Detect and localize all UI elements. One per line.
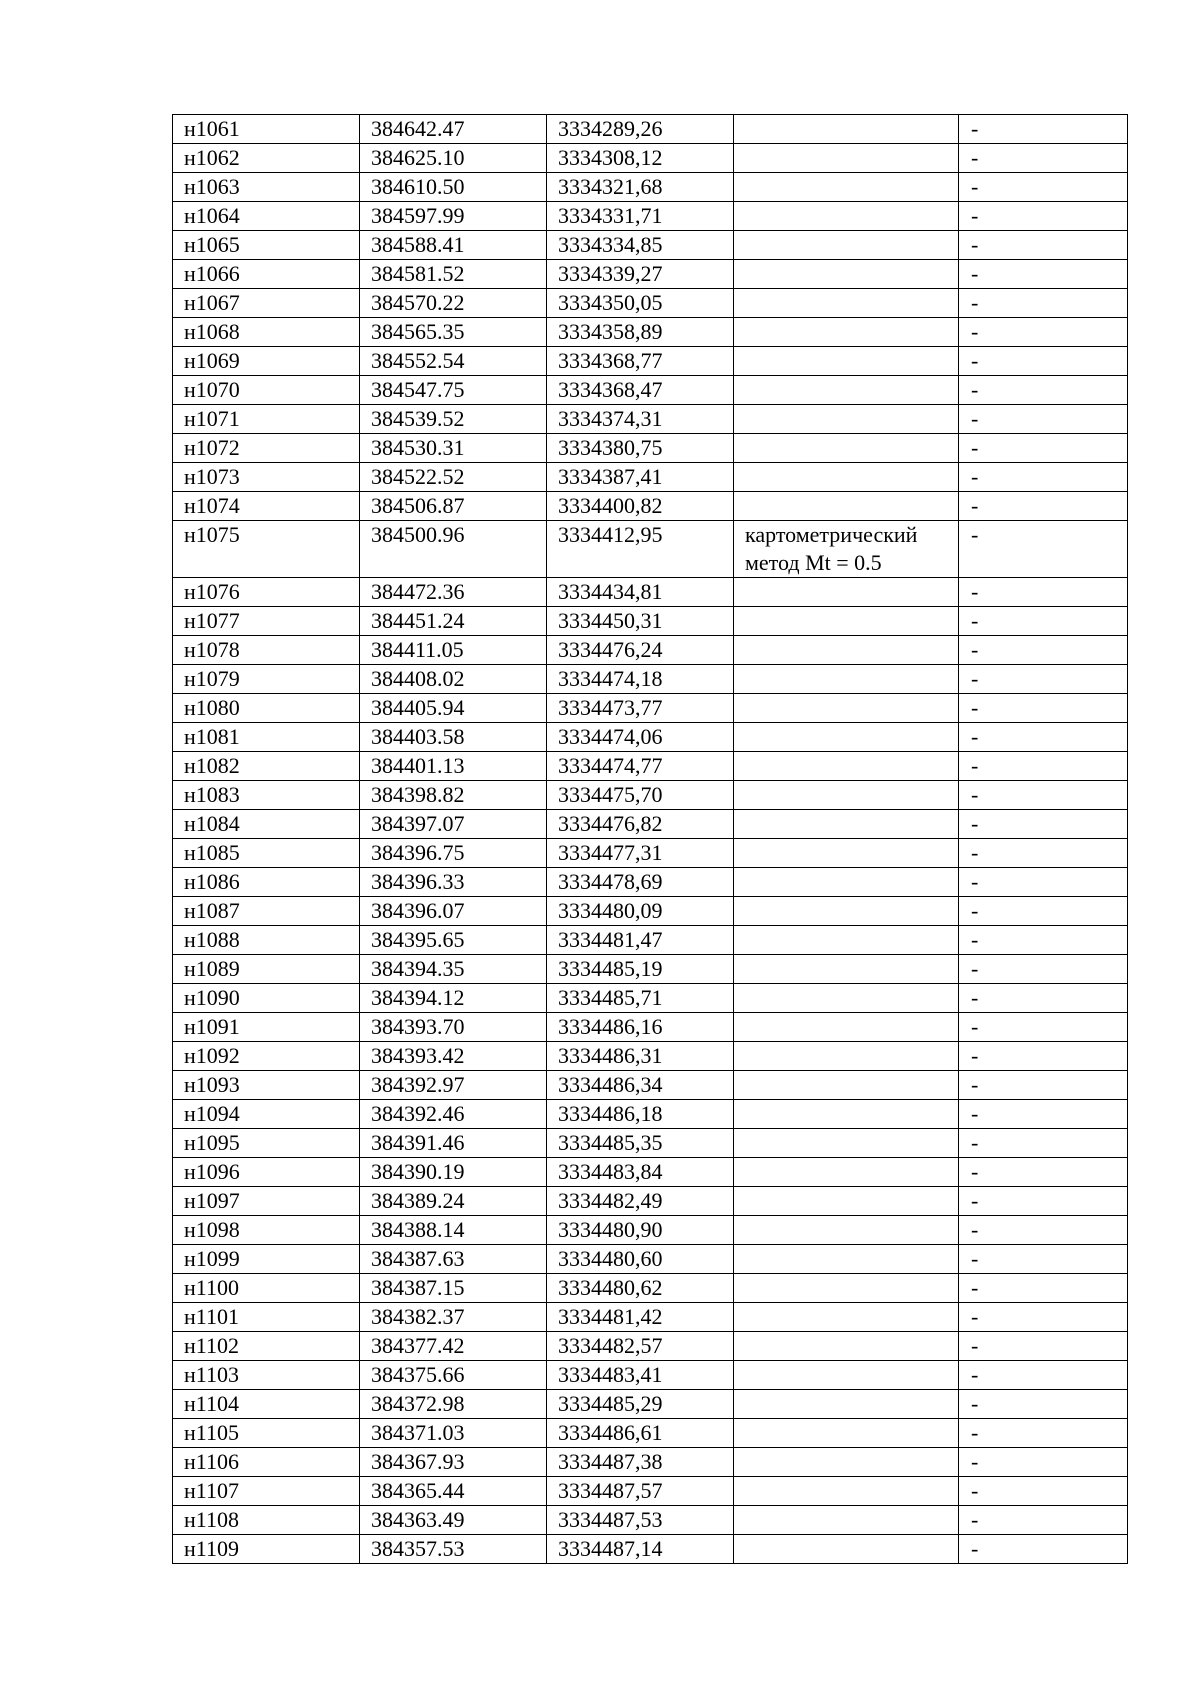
- note-cell: -: [959, 463, 1128, 492]
- y-coordinate-cell: 3334485,71: [547, 984, 734, 1013]
- point-id-cell: н1095: [173, 1129, 360, 1158]
- note-cell: -: [959, 984, 1128, 1013]
- note-cell: -: [959, 810, 1128, 839]
- x-coordinate-cell: 384391.46: [360, 1129, 547, 1158]
- method-cell: [734, 665, 959, 694]
- method-cell: [734, 1071, 959, 1100]
- note-cell: -: [959, 723, 1128, 752]
- x-coordinate-cell: 384393.42: [360, 1042, 547, 1071]
- x-coordinate-cell: 384570.22: [360, 289, 547, 318]
- point-id-cell: н1086: [173, 868, 360, 897]
- x-coordinate-cell: 384547.75: [360, 376, 547, 405]
- table-row: [173, 1129, 1128, 1158]
- table-row: [173, 955, 1128, 984]
- method-cell: [734, 1361, 959, 1390]
- point-id-cell: н1089: [173, 955, 360, 984]
- table-row: [173, 289, 1128, 318]
- method-cell: [734, 173, 959, 202]
- table-row: [173, 1303, 1128, 1332]
- x-coordinate-cell: 384397.07: [360, 810, 547, 839]
- y-coordinate-cell: 3334485,19: [547, 955, 734, 984]
- point-id-cell: н1087: [173, 897, 360, 926]
- y-coordinate-cell: 3334485,29: [547, 1390, 734, 1419]
- method-cell: [734, 810, 959, 839]
- table-row: [173, 781, 1128, 810]
- method-cell: [734, 897, 959, 926]
- x-coordinate-cell: 384392.46: [360, 1100, 547, 1129]
- y-coordinate-cell: 3334473,77: [547, 694, 734, 723]
- note-cell: -: [959, 1419, 1128, 1448]
- x-coordinate-cell: 384411.05: [360, 636, 547, 665]
- x-coordinate-cell: 384389.24: [360, 1187, 547, 1216]
- table-row: [173, 723, 1128, 752]
- note-cell: -: [959, 1129, 1128, 1158]
- note-cell: -: [959, 260, 1128, 289]
- note-cell: -: [959, 607, 1128, 636]
- note-cell: -: [959, 115, 1128, 144]
- note-cell: -: [959, 521, 1128, 578]
- y-coordinate-cell: 3334450,31: [547, 607, 734, 636]
- point-id-cell: н1078: [173, 636, 360, 665]
- table-row: [173, 463, 1128, 492]
- note-cell: -: [959, 492, 1128, 521]
- note-cell: -: [959, 1477, 1128, 1506]
- x-coordinate-cell: 384375.66: [360, 1361, 547, 1390]
- y-coordinate-cell: 3334321,68: [547, 173, 734, 202]
- table-row: [173, 636, 1128, 665]
- table-row: [173, 926, 1128, 955]
- x-coordinate-cell: 384392.97: [360, 1071, 547, 1100]
- method-cell: [734, 1477, 959, 1506]
- y-coordinate-cell: 3334400,82: [547, 492, 734, 521]
- y-coordinate-cell: 3334480,09: [547, 897, 734, 926]
- table-row: [173, 405, 1128, 434]
- x-coordinate-cell: 384393.70: [360, 1013, 547, 1042]
- method-cell: [734, 723, 959, 752]
- note-cell: -: [959, 578, 1128, 607]
- y-coordinate-cell: 3334486,31: [547, 1042, 734, 1071]
- y-coordinate-cell: 3334486,34: [547, 1071, 734, 1100]
- table-row: [173, 839, 1128, 868]
- x-coordinate-cell: 384597.99: [360, 202, 547, 231]
- note-cell: -: [959, 1245, 1128, 1274]
- y-coordinate-cell: 3334474,06: [547, 723, 734, 752]
- table-row: [173, 694, 1128, 723]
- point-id-cell: н1076: [173, 578, 360, 607]
- note-cell: -: [959, 405, 1128, 434]
- method-cell: [734, 1013, 959, 1042]
- method-cell: [734, 376, 959, 405]
- y-coordinate-cell: 3334434,81: [547, 578, 734, 607]
- x-coordinate-cell: 384565.35: [360, 318, 547, 347]
- point-id-cell: н1103: [173, 1361, 360, 1390]
- y-coordinate-cell: 3334481,47: [547, 926, 734, 955]
- note-cell: -: [959, 318, 1128, 347]
- note-cell: -: [959, 636, 1128, 665]
- table-row: [173, 318, 1128, 347]
- method-cell: [734, 1158, 959, 1187]
- point-id-cell: н1082: [173, 752, 360, 781]
- table-row: [173, 578, 1128, 607]
- table-row: [173, 810, 1128, 839]
- x-coordinate-cell: 384357.53: [360, 1535, 547, 1564]
- note-cell: -: [959, 202, 1128, 231]
- table-row: [173, 1419, 1128, 1448]
- note-cell: -: [959, 1158, 1128, 1187]
- table-row: [173, 1448, 1128, 1477]
- note-cell: -: [959, 289, 1128, 318]
- x-coordinate-cell: 384610.50: [360, 173, 547, 202]
- point-id-cell: н1105: [173, 1419, 360, 1448]
- note-cell: -: [959, 1332, 1128, 1361]
- note-cell: -: [959, 897, 1128, 926]
- x-coordinate-cell: 384401.13: [360, 752, 547, 781]
- table-row: [173, 1506, 1128, 1535]
- note-cell: -: [959, 173, 1128, 202]
- x-coordinate-cell: 384382.37: [360, 1303, 547, 1332]
- y-coordinate-cell: 3334487,57: [547, 1477, 734, 1506]
- method-cell: [734, 1129, 959, 1158]
- table-row: [173, 984, 1128, 1013]
- y-coordinate-cell: 3334486,16: [547, 1013, 734, 1042]
- point-id-cell: н1077: [173, 607, 360, 636]
- x-coordinate-cell: 384552.54: [360, 347, 547, 376]
- note-cell: -: [959, 1506, 1128, 1535]
- table-row: [173, 1100, 1128, 1129]
- table-row: [173, 1477, 1128, 1506]
- point-id-cell: н1090: [173, 984, 360, 1013]
- point-id-cell: н1097: [173, 1187, 360, 1216]
- note-cell: -: [959, 434, 1128, 463]
- note-cell: -: [959, 1448, 1128, 1477]
- table-row: [173, 1332, 1128, 1361]
- table-row: [173, 665, 1128, 694]
- y-coordinate-cell: 3334480,90: [547, 1216, 734, 1245]
- table-row: [173, 173, 1128, 202]
- y-coordinate-cell: 3334481,42: [547, 1303, 734, 1332]
- y-coordinate-cell: 3334487,38: [547, 1448, 734, 1477]
- note-cell: -: [959, 1013, 1128, 1042]
- y-coordinate-cell: 3334480,60: [547, 1245, 734, 1274]
- y-coordinate-cell: 3334487,14: [547, 1535, 734, 1564]
- x-coordinate-cell: 384390.19: [360, 1158, 547, 1187]
- x-coordinate-cell: 384588.41: [360, 231, 547, 260]
- x-coordinate-cell: 384408.02: [360, 665, 547, 694]
- method-cell: [734, 578, 959, 607]
- table-row: [173, 347, 1128, 376]
- method-cell: [734, 260, 959, 289]
- x-coordinate-cell: 384539.52: [360, 405, 547, 434]
- note-cell: -: [959, 839, 1128, 868]
- x-coordinate-cell: 384625.10: [360, 144, 547, 173]
- table-row: [173, 897, 1128, 926]
- point-id-cell: н1065: [173, 231, 360, 260]
- note-cell: -: [959, 752, 1128, 781]
- method-cell: [734, 868, 959, 897]
- table-row: [173, 1535, 1128, 1564]
- point-id-cell: н1061: [173, 115, 360, 144]
- x-coordinate-cell: 384394.35: [360, 955, 547, 984]
- table-row: [173, 1042, 1128, 1071]
- y-coordinate-cell: 3334474,77: [547, 752, 734, 781]
- note-cell: -: [959, 1274, 1128, 1303]
- point-id-cell: н1096: [173, 1158, 360, 1187]
- x-coordinate-cell: 384377.42: [360, 1332, 547, 1361]
- table-row: [173, 144, 1128, 173]
- method-cell: [734, 347, 959, 376]
- table-row: [173, 1274, 1128, 1303]
- method-cell: [734, 289, 959, 318]
- table-row: [173, 202, 1128, 231]
- y-coordinate-cell: 3334350,05: [547, 289, 734, 318]
- y-coordinate-cell: 3334339,27: [547, 260, 734, 289]
- y-coordinate-cell: 3334358,89: [547, 318, 734, 347]
- note-cell: -: [959, 347, 1128, 376]
- point-id-cell: н1069: [173, 347, 360, 376]
- note-cell: -: [959, 868, 1128, 897]
- point-id-cell: н1085: [173, 839, 360, 868]
- point-id-cell: н1107: [173, 1477, 360, 1506]
- x-coordinate-cell: 384472.36: [360, 578, 547, 607]
- x-coordinate-cell: 384500.96: [360, 521, 547, 578]
- table-row: [173, 1245, 1128, 1274]
- method-cell: [734, 607, 959, 636]
- note-cell: -: [959, 231, 1128, 260]
- note-cell: -: [959, 1187, 1128, 1216]
- method-cell: [734, 926, 959, 955]
- x-coordinate-cell: 384403.58: [360, 723, 547, 752]
- method-cell: [734, 1535, 959, 1564]
- method-cell: [734, 694, 959, 723]
- method-cell: [734, 752, 959, 781]
- method-cell: [734, 839, 959, 868]
- point-id-cell: н1104: [173, 1390, 360, 1419]
- note-cell: -: [959, 1535, 1128, 1564]
- point-id-cell: н1070: [173, 376, 360, 405]
- x-coordinate-cell: 384398.82: [360, 781, 547, 810]
- y-coordinate-cell: 3334374,31: [547, 405, 734, 434]
- note-cell: -: [959, 1390, 1128, 1419]
- y-coordinate-cell: 3334487,53: [547, 1506, 734, 1535]
- y-coordinate-cell: 3334387,41: [547, 463, 734, 492]
- table-row: [173, 1390, 1128, 1419]
- table-row: [173, 434, 1128, 463]
- table-row: [173, 376, 1128, 405]
- x-coordinate-cell: 384363.49: [360, 1506, 547, 1535]
- method-cell: [734, 984, 959, 1013]
- x-coordinate-cell: 384396.33: [360, 868, 547, 897]
- y-coordinate-cell: 3334482,49: [547, 1187, 734, 1216]
- y-coordinate-cell: 3334478,69: [547, 868, 734, 897]
- note-cell: -: [959, 376, 1128, 405]
- point-id-cell: н1066: [173, 260, 360, 289]
- note-cell: -: [959, 1216, 1128, 1245]
- method-cell: [734, 636, 959, 665]
- method-cell: [734, 231, 959, 260]
- point-id-cell: н1083: [173, 781, 360, 810]
- x-coordinate-cell: 384522.52: [360, 463, 547, 492]
- table-row: [173, 231, 1128, 260]
- note-cell: -: [959, 1361, 1128, 1390]
- y-coordinate-cell: 3334331,71: [547, 202, 734, 231]
- table-row: [173, 260, 1128, 289]
- method-cell: [734, 318, 959, 347]
- method-cell: [734, 1390, 959, 1419]
- x-coordinate-cell: 384365.44: [360, 1477, 547, 1506]
- y-coordinate-cell: 3334474,18: [547, 665, 734, 694]
- point-id-cell: н1109: [173, 1535, 360, 1564]
- y-coordinate-cell: 3334368,77: [547, 347, 734, 376]
- table-row: [173, 1216, 1128, 1245]
- y-coordinate-cell: 3334334,85: [547, 231, 734, 260]
- point-id-cell: н1067: [173, 289, 360, 318]
- method-cell: [734, 955, 959, 984]
- y-coordinate-cell: 3334485,35: [547, 1129, 734, 1158]
- method-cell: картометрический метод Mt = 0.5: [734, 521, 959, 578]
- point-id-cell: н1081: [173, 723, 360, 752]
- point-id-cell: н1062: [173, 144, 360, 173]
- y-coordinate-cell: 3334380,75: [547, 434, 734, 463]
- coordinates-table: [172, 114, 1128, 1564]
- point-id-cell: н1068: [173, 318, 360, 347]
- table-row: [173, 868, 1128, 897]
- method-cell: [734, 1187, 959, 1216]
- point-id-cell: н1094: [173, 1100, 360, 1129]
- point-id-cell: н1099: [173, 1245, 360, 1274]
- y-coordinate-cell: 3334482,57: [547, 1332, 734, 1361]
- point-id-cell: н1093: [173, 1071, 360, 1100]
- method-cell: [734, 492, 959, 521]
- y-coordinate-cell: 3334476,24: [547, 636, 734, 665]
- table-row: [173, 521, 1128, 578]
- y-coordinate-cell: 3334483,84: [547, 1158, 734, 1187]
- table-row: [173, 1158, 1128, 1187]
- y-coordinate-cell: 3334486,61: [547, 1419, 734, 1448]
- point-id-cell: н1088: [173, 926, 360, 955]
- x-coordinate-cell: 384530.31: [360, 434, 547, 463]
- point-id-cell: н1074: [173, 492, 360, 521]
- method-cell: [734, 434, 959, 463]
- note-cell: -: [959, 694, 1128, 723]
- method-cell: [734, 115, 959, 144]
- note-cell: -: [959, 1100, 1128, 1129]
- x-coordinate-cell: 384394.12: [360, 984, 547, 1013]
- point-id-cell: н1098: [173, 1216, 360, 1245]
- x-coordinate-cell: 384388.14: [360, 1216, 547, 1245]
- y-coordinate-cell: 3334475,70: [547, 781, 734, 810]
- method-cell: [734, 1042, 959, 1071]
- note-cell: -: [959, 781, 1128, 810]
- table-row: [173, 1187, 1128, 1216]
- y-coordinate-cell: 3334368,47: [547, 376, 734, 405]
- method-cell: [734, 463, 959, 492]
- table-row: [173, 1361, 1128, 1390]
- x-coordinate-cell: 384642.47: [360, 115, 547, 144]
- x-coordinate-cell: 384367.93: [360, 1448, 547, 1477]
- note-cell: -: [959, 144, 1128, 173]
- note-cell: -: [959, 955, 1128, 984]
- y-coordinate-cell: 3334480,62: [547, 1274, 734, 1303]
- y-coordinate-cell: 3334308,12: [547, 144, 734, 173]
- x-coordinate-cell: 384387.15: [360, 1274, 547, 1303]
- method-cell: [734, 1303, 959, 1332]
- method-cell: [734, 1419, 959, 1448]
- point-id-cell: н1084: [173, 810, 360, 839]
- coordinates-table-body: [173, 115, 1128, 1564]
- point-id-cell: н1091: [173, 1013, 360, 1042]
- x-coordinate-cell: 384581.52: [360, 260, 547, 289]
- point-id-cell: н1100: [173, 1274, 360, 1303]
- point-id-cell: н1101: [173, 1303, 360, 1332]
- table-row: [173, 1071, 1128, 1100]
- point-id-cell: н1071: [173, 405, 360, 434]
- x-coordinate-cell: 384396.07: [360, 897, 547, 926]
- point-id-cell: н1073: [173, 463, 360, 492]
- method-cell: [734, 1506, 959, 1535]
- table-row: [173, 607, 1128, 636]
- point-id-cell: н1106: [173, 1448, 360, 1477]
- point-id-cell: н1072: [173, 434, 360, 463]
- point-id-cell: н1102: [173, 1332, 360, 1361]
- note-cell: -: [959, 1303, 1128, 1332]
- method-cell: [734, 1216, 959, 1245]
- method-cell: [734, 405, 959, 434]
- x-coordinate-cell: 384396.75: [360, 839, 547, 868]
- note-cell: -: [959, 1071, 1128, 1100]
- method-cell: [734, 1245, 959, 1274]
- point-id-cell: н1108: [173, 1506, 360, 1535]
- method-cell: [734, 781, 959, 810]
- x-coordinate-cell: 384387.63: [360, 1245, 547, 1274]
- note-cell: -: [959, 926, 1128, 955]
- point-id-cell: н1092: [173, 1042, 360, 1071]
- point-id-cell: н1080: [173, 694, 360, 723]
- y-coordinate-cell: 3334476,82: [547, 810, 734, 839]
- y-coordinate-cell: 3334289,26: [547, 115, 734, 144]
- note-cell: -: [959, 1042, 1128, 1071]
- table-row: [173, 752, 1128, 781]
- y-coordinate-cell: 3334412,95: [547, 521, 734, 578]
- method-cell: [734, 144, 959, 173]
- method-cell: [734, 1274, 959, 1303]
- table-row: [173, 492, 1128, 521]
- y-coordinate-cell: 3334477,31: [547, 839, 734, 868]
- method-cell: [734, 1100, 959, 1129]
- table-row: [173, 1013, 1128, 1042]
- x-coordinate-cell: 384506.87: [360, 492, 547, 521]
- x-coordinate-cell: 384372.98: [360, 1390, 547, 1419]
- y-coordinate-cell: 3334483,41: [547, 1361, 734, 1390]
- table-row: [173, 115, 1128, 144]
- method-cell: [734, 202, 959, 231]
- point-id-cell: н1064: [173, 202, 360, 231]
- x-coordinate-cell: 384451.24: [360, 607, 547, 636]
- note-cell: -: [959, 665, 1128, 694]
- x-coordinate-cell: 384371.03: [360, 1419, 547, 1448]
- point-id-cell: н1075: [173, 521, 360, 578]
- method-cell: [734, 1448, 959, 1477]
- x-coordinate-cell: 384405.94: [360, 694, 547, 723]
- y-coordinate-cell: 3334486,18: [547, 1100, 734, 1129]
- x-coordinate-cell: 384395.65: [360, 926, 547, 955]
- method-cell: [734, 1332, 959, 1361]
- point-id-cell: н1079: [173, 665, 360, 694]
- point-id-cell: н1063: [173, 173, 360, 202]
